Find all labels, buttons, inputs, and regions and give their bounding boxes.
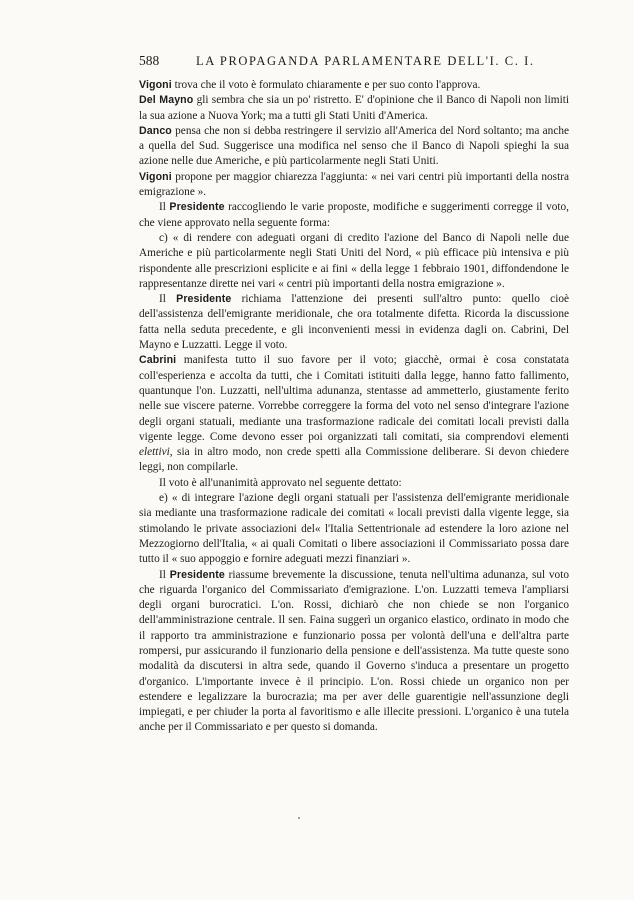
paragraph-text-continued: , sia in altro modo, non crede spetti alla Commissione deliberare. Si devon chiedere leggi, non compilarle. xyxy=(139,446,569,474)
paragraph-text: gli sembra che sia un po' ristretto. E' d'opinione che il Banco di Napoli non limiti la sua azione a Nuova York; ma a tutti gli Stati Uniti d'America. xyxy=(139,94,569,122)
paragraph-lead: Il xyxy=(159,293,177,306)
paragraph-italic: elettivi xyxy=(139,446,170,459)
paragraph-presidente-2 xyxy=(139,292,569,353)
page-number: 588 xyxy=(139,53,160,68)
paragraph-vigoni-2 xyxy=(139,170,569,201)
page-header xyxy=(139,53,569,69)
speaker-name: Presidente xyxy=(169,568,225,581)
paragraph-danco xyxy=(139,124,569,170)
paragraph-presidente-3 xyxy=(139,568,569,736)
paragraph-text: Il voto è all'unanimità approvato nel seguente dettato: xyxy=(159,476,402,489)
speaker-name: Vigoni xyxy=(139,79,172,91)
paragraph-text: propone per maggior chiarezza l'aggiunta: « nei vari centri più importanti della nostra emigrazione ». xyxy=(139,170,569,199)
running-title: LA PROPAGANDA PARLAMENTARE DELL'I. C. I. xyxy=(196,54,535,68)
paragraph-presidente-1 xyxy=(139,200,569,231)
paragraph-lead: Il xyxy=(159,568,170,581)
paragraph-text: e) « di integrare l'azione degli organi statuali per l'assistenza dell'emigrante meridionale sia mediante una trasformazione radicale dei comitati « locali previsti dalla vigente legge, sia stimolando le private associazioni del« l'Italia Settentrionale ad estendere la loro azione nel Mezzogiorno dell'Italia, « ai quali Comitati o libere associazioni il Commissariato possa dare tutto il « suo appoggio e fornire adeguati mezzi finanziari ». xyxy=(139,492,569,566)
paragraph-approval xyxy=(139,476,569,491)
paragraph-text: c) « di rendere con adeguati organi di credito l'azione del Banco di Napoli nelle due Americhe e più particolarmente negli Stati Uniti del Nord, « più efficace più intensiva e più rispondente alle prescrizioni esplicite e ai fini « della legge 1 febbraio 1901, diffondendone le rappresentanze dirette nei vari « centri più importanti della nostra emigrazione ». xyxy=(139,231,569,290)
paragraph-cabrini xyxy=(139,353,569,475)
paragraph-text: trova che il voto è formulato chiaramente e per suo conto l'approva. xyxy=(171,79,481,91)
paragraph-vigoni-1 xyxy=(139,78,569,93)
speaker-name: Presidente xyxy=(169,201,225,214)
paragraph-text: riassume brevemente la discussione, tenuta nell'ultima adunanza, sul voto che riguarda l'organico del Commissariato d'emigrazione. L'on. Luzzatti temeva l'ampliarsi degli organi burocratici. L'on. Rossi, dichiarò che non chiede se non l'organico dell'amministrazione centrale. Il sen. Faina suggerì un organico elastico, ordinato in modo che il rapporto tra amministrazione e funzionario possa per volontà dell'una e dell'altra parte rompersi, pur assicurando il funzionario della pensione e dell'assistenza. Ma tutte queste sono modalità da discutersi in altra sede, quando il Governo s'induca a presentare un progetto d'organico. L'importante invece è il principio. L'on. Rossi chiede un organico non per estendere e legalizzare la burocrazia; ma per aver delle guarentigie nell'assunzione degli impiegati, e per chiuder la porta al favoritismo e alle illecite pressioni. L'organico è una tutela anche per il Commissariato e per questo si domanda. xyxy=(139,568,569,734)
paragraph-text: pensa che non si debba restringere il servizio all'America del Nord soltanto; ma anche a quella del Sud. Suggerisce una modifica nel senso che il Banco di Napoli spieghi la sua azione nelle due Americhe, e più particolarmente negli Stati Uniti. xyxy=(139,124,569,168)
speaker-name: Presidente xyxy=(176,293,232,306)
speaker-name: Cabrini xyxy=(139,354,177,367)
speaker-name: Danco xyxy=(139,124,172,137)
paragraph-lead: Il xyxy=(159,201,170,214)
speaker-name: Del Mayno xyxy=(139,94,194,107)
body-text xyxy=(139,78,569,736)
ink-speck xyxy=(298,817,300,819)
speaker-name: Vigoni xyxy=(139,170,172,183)
paragraph-text: manifesta tutto il suo favore per il voto; giacchè, ormai è cosa constatata coll'esperienza e accolta da tutti, che i Comitati istituiti dalla legge, hanno fatto fallimento, quantunque l'on. Luzzatti, nell'ultima adunanza, stentasse ad ammetterlo, giustamente ferito nelle sue viscere paterne. Vorrebbe correggere la forma del voto nel senso d'integrare l'azione degli organi statuali, mediante una trasformazione radicale dei comitati locali previsti dalla vigente legge. Come devono esser poi organizzati tali comitati, sia comprendovi elementi xyxy=(139,354,569,443)
paragraph-del-mayno xyxy=(139,93,569,124)
motion-e-quote xyxy=(139,491,569,567)
paragraph-text: richiama l'attenzione dei presenti sull'altro punto: quello cioè dell'assistenza dell'emigrante meridionale, che ora totalmente difetta. Ricorda la discussione fatta nella seduta precedente, e gli inconvenienti messi in evidenza dagli on. Cabrini, Del Mayno e Luzzatti. Legge il voto. xyxy=(139,293,569,352)
motion-c-quote xyxy=(139,231,569,292)
paragraph-text: raccogliendo le varie proposte, modifiche e suggerimenti corregge il voto, che viene approvato nella seguente forma: xyxy=(139,201,569,229)
